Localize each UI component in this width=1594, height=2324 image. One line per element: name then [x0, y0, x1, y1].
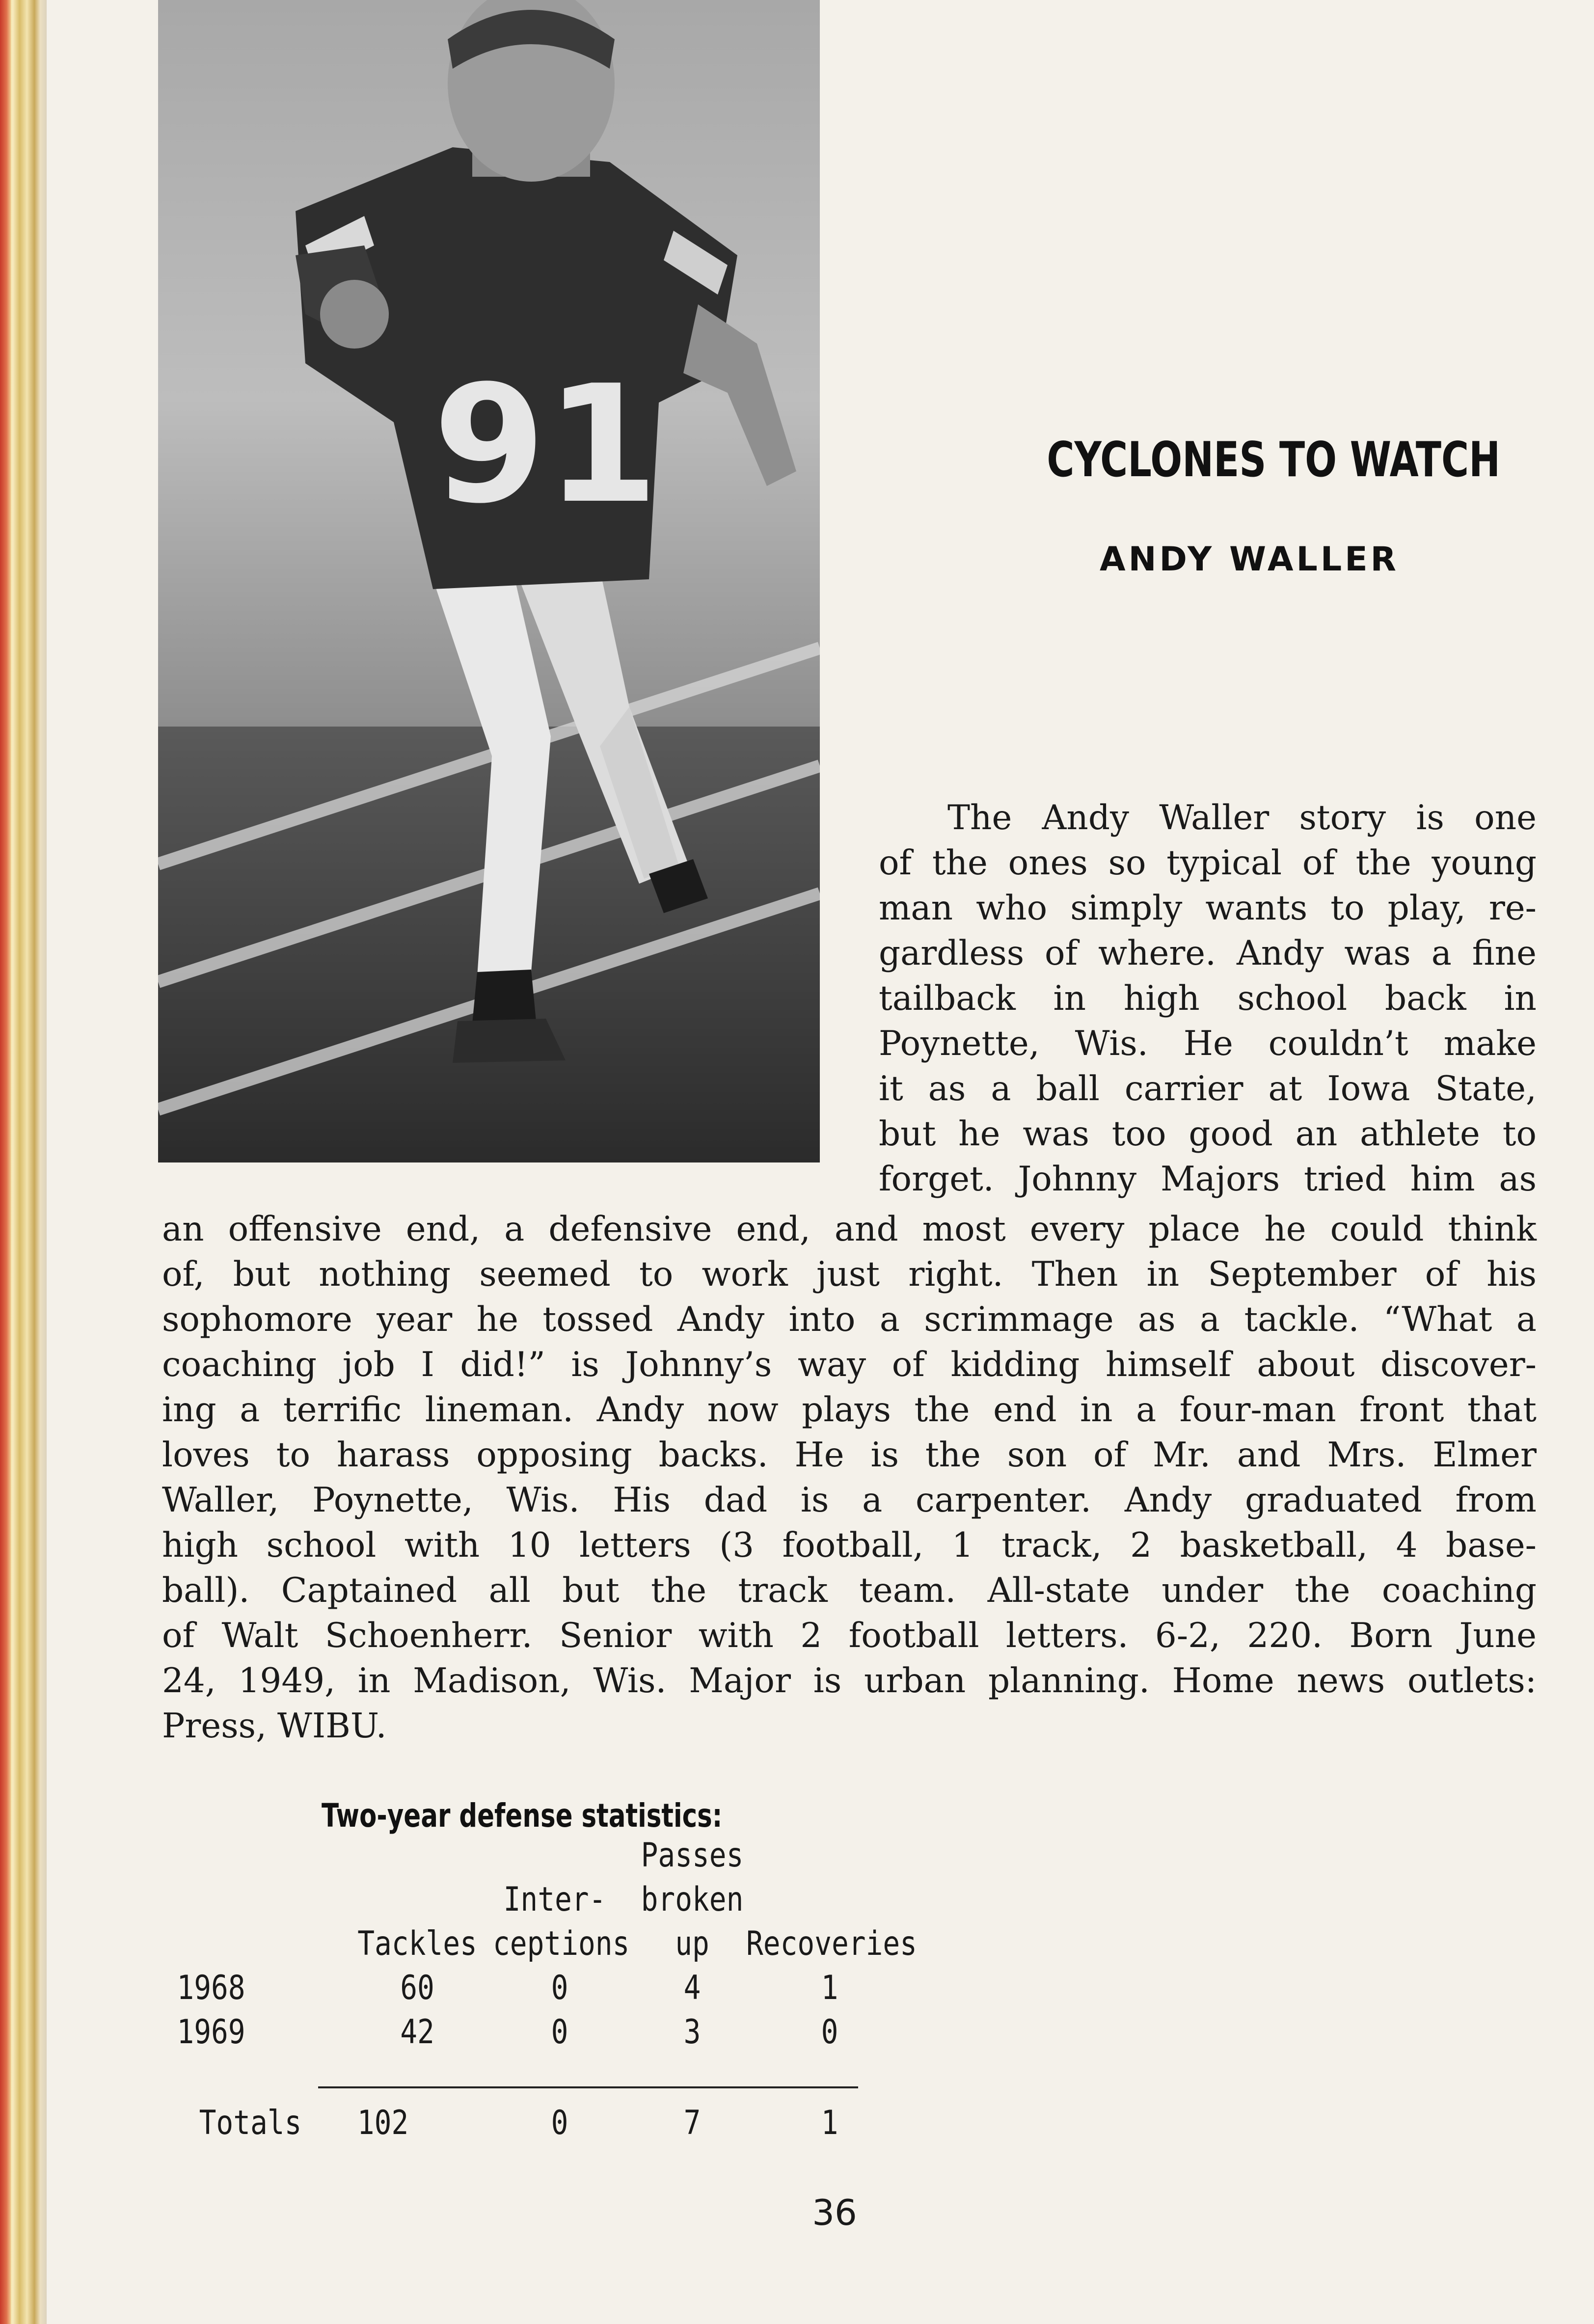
row-passes-broken-up: 4 [683, 1969, 701, 2007]
story-line: Press, WIBU. [162, 1706, 387, 1746]
player-photo [158, 0, 820, 1162]
header-passes: up [675, 1924, 709, 1963]
header-interceptions: ceptions [493, 1924, 630, 1963]
story-line: but he was too good an athlete to [879, 1114, 1537, 1154]
story-line: of the ones so typical of the young [879, 843, 1537, 883]
story-line: it as a ball carrier at Iowa State, [879, 1069, 1537, 1108]
header-passes: broken [641, 1880, 744, 1919]
totals-tackles: 102 [357, 2104, 409, 2142]
story-line: high school with 10 letters (3 football, 1 track, 2 basketball, 4 base- [162, 1526, 1537, 1565]
svg-text:91: 91 [433, 351, 659, 539]
row-year: 1969 [177, 2013, 245, 2052]
header-interceptions: Inter- [503, 1880, 606, 1919]
story-line: of, but nothing seemed to work just right. Then in September of his [162, 1255, 1537, 1294]
story-line: coaching job I did!” is Johnny’s way of kidding himself about discover- [162, 1345, 1537, 1384]
story-line: 24, 1949, in Madison, Wis. Major is urban planning. Home news outlets: [162, 1661, 1537, 1701]
story-line: Waller, Poynette, Wis. His dad is a carpenter. Andy graduated from [162, 1481, 1537, 1520]
player-name: ANDY WALLER [1100, 540, 1399, 579]
section-title: CYCLONES TO WATCH [1047, 432, 1501, 488]
story-line: Poynette, Wis. He couldn’t make [879, 1024, 1537, 1063]
totals-interceptions: 0 [551, 2104, 568, 2142]
header-recoveries: Recoveries [746, 1924, 917, 1963]
row-recoveries: 1 [821, 1969, 838, 2007]
story-line: an offensive end, a defensive end, and most every place he could think [162, 1210, 1537, 1249]
book-cover-edge [0, 0, 11, 2324]
story-line: man who simply wants to play, re- [879, 889, 1537, 928]
row-recoveries: 0 [821, 2013, 838, 2052]
totals-label: Totals [199, 2104, 302, 2142]
story-line: The Andy Waller story is one [947, 798, 1537, 838]
row-tackles: 42 [400, 2013, 434, 2052]
stats-caption: Two-year defense statistics: [322, 1797, 723, 1835]
page-number: 36 [812, 2192, 857, 2233]
story-line: tailback in high school back in [879, 979, 1537, 1018]
page [47, 0, 1594, 2324]
row-tackles: 60 [400, 1969, 434, 2007]
header-passes: Passes [641, 1836, 744, 1875]
story-line: sophomore year he tossed Andy into a scrimmage as a tackle. “What a [162, 1300, 1537, 1339]
story-line: forget. Johnny Majors tried him as [879, 1160, 1537, 1199]
row-passes-broken-up: 3 [683, 2013, 701, 2052]
stats-table [162, 1836, 917, 2150]
story-line: ing a terrific lineman. Andy now plays the end in a four-man front that [162, 1390, 1537, 1430]
row-interceptions: 0 [551, 1969, 568, 2007]
totals-recoveries: 1 [821, 2104, 838, 2142]
story-line: gardless of where. Andy was a fine [879, 934, 1537, 973]
story-line: of Walt Schoenherr. Senior with 2 football letters. 6-2, 220. Born June [162, 1616, 1537, 1655]
row-interceptions: 0 [551, 2013, 568, 2052]
story-line: loves to harass opposing backs. He is the son of Mr. and Mrs. Elmer [162, 1435, 1537, 1475]
story-full-width [162, 1207, 1537, 1749]
story-line: ball). Captained all but the track team. All-state under the coaching [162, 1571, 1537, 1610]
totals-rule [318, 2086, 858, 2088]
totals-passes-broken-up: 7 [683, 2104, 701, 2142]
header-tackles: Tackles [357, 1924, 477, 1963]
story-narrow-column [879, 795, 1537, 1202]
row-year: 1968 [177, 1969, 245, 2007]
